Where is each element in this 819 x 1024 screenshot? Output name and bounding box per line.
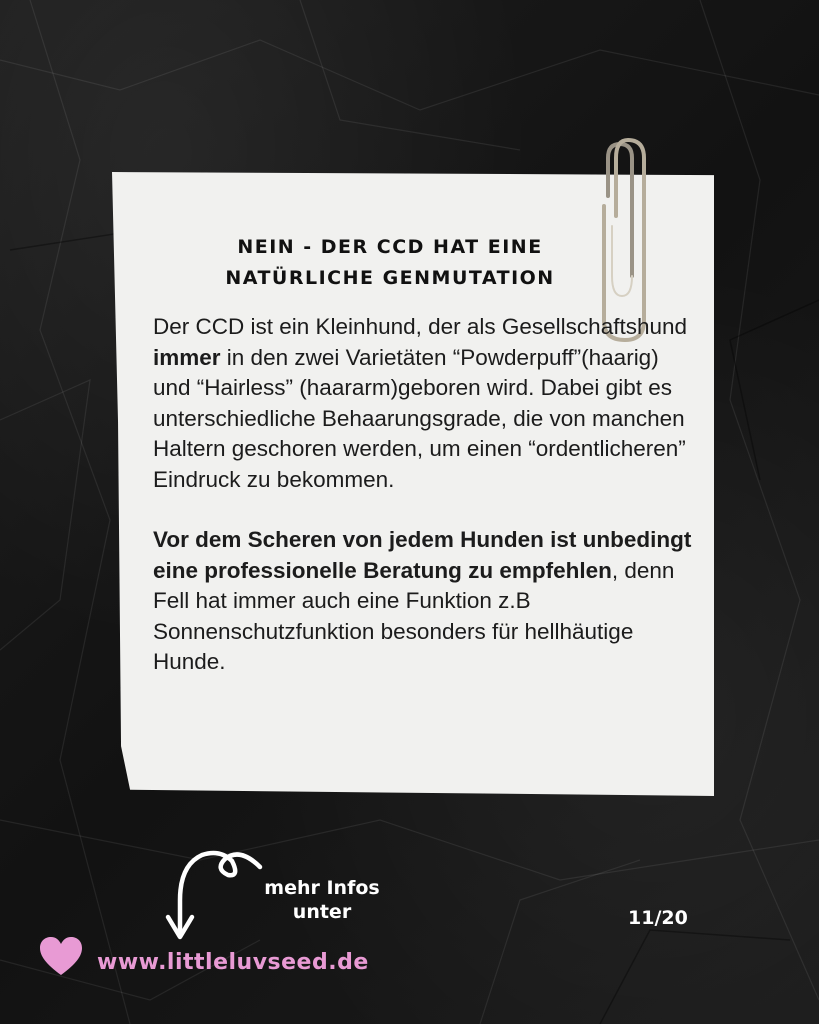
more-info-line-1: mehr Infos: [264, 877, 380, 899]
page-counter: 11/20: [628, 907, 688, 929]
card-title-line-1: NEIN - DER CCD HAT EINE: [237, 236, 543, 258]
heart-icon: [38, 935, 84, 977]
website-link[interactable]: www.littleluvseed.de: [97, 950, 369, 975]
paragraph-2: [153, 525, 698, 678]
card-title: [185, 232, 595, 294]
more-info-line-2: unter: [292, 901, 352, 923]
paragraph-2-text: , denn Fell hat immer auch eine Funktion z.B Sonnenschutzfunktion besonders für hellhäutige Hunde.: [153, 557, 675, 674]
card-title-line-2: NATÜRLICHE GENMUTATION: [225, 267, 555, 289]
paragraph-1: [153, 312, 698, 495]
more-info-label: [252, 876, 392, 924]
paragraph-2-emphasis: Vor dem Scheren von jedem Hunden ist unbedingt eine professionelle Beratung zu empfehlen: [153, 527, 692, 583]
paragraph-1-text-end: in den zwei Varietäten “Powderpuff”(haarig) und “Hairless” (haararm)geboren wird. Dabei gibt es unterschiedliche Behaarungsgrade, die von manchen Haltern geschoren werden, um einen “ordentlicheren” Eindruck zu bekommen.: [153, 344, 686, 492]
card-body: [153, 312, 698, 708]
paragraph-1-emphasis: immer: [153, 344, 221, 370]
paragraph-1-text-start: Der CCD ist ein Kleinhund, der als Gesellschaftshund: [153, 314, 688, 339]
